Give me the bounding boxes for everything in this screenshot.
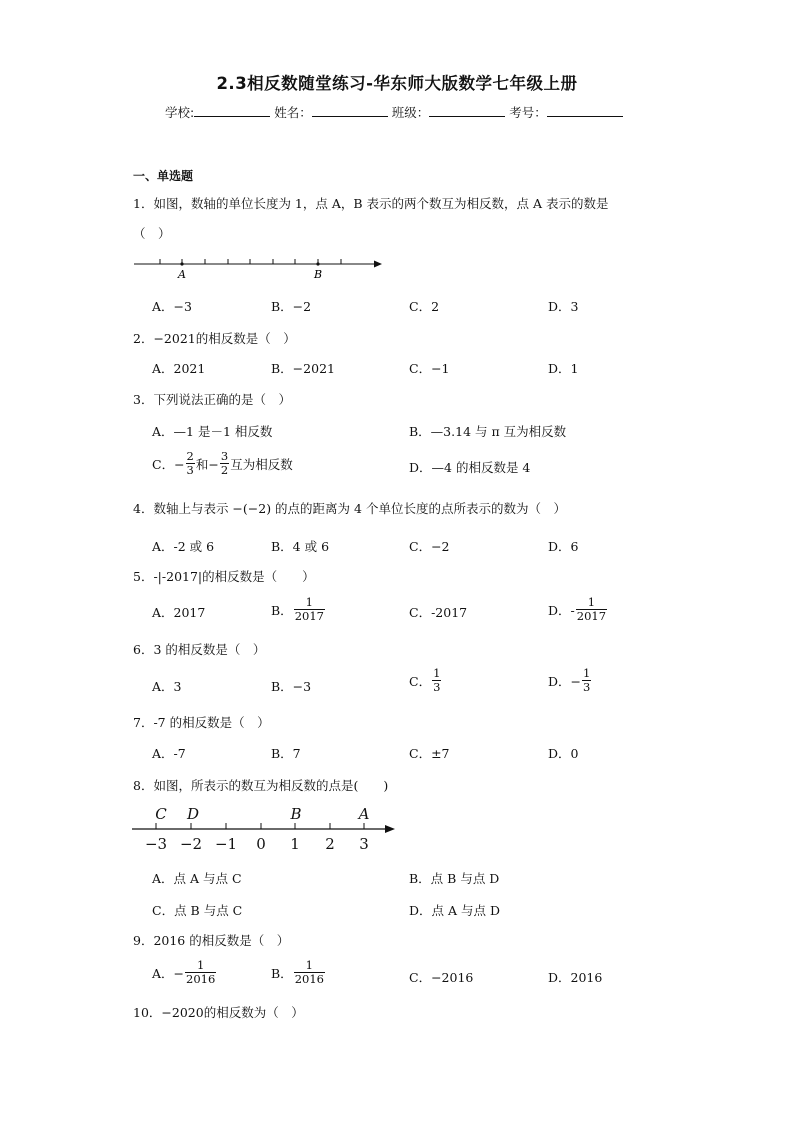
question-4-text: 4．数轴上与表示 −(−2) 的点的距离为 4 个单位长度的点所表示的数为（ ） bbox=[133, 501, 566, 516]
question-9-text: 9．2016 的相反数是（ ） bbox=[133, 933, 290, 948]
question-8-text: 8．如图，所表示的数互为相反数的点是( ) bbox=[133, 778, 389, 793]
tick-label: 3 bbox=[359, 835, 369, 853]
tick-label: −1 bbox=[214, 835, 238, 853]
q1-option-b[interactable]: B．−2 bbox=[271, 299, 312, 314]
axis-arrow bbox=[385, 825, 395, 833]
q9-option-a[interactable] bbox=[152, 959, 217, 986]
number-line-figure-8 bbox=[130, 800, 402, 856]
q6-c-prefix: C． bbox=[409, 673, 432, 689]
fraction-denominator: 2 bbox=[220, 463, 229, 477]
q5-b-prefix: B． bbox=[271, 602, 293, 618]
q3-c-prefix: C．− bbox=[152, 456, 185, 472]
q7-option-b[interactable]: B．7 bbox=[271, 746, 301, 761]
name-label: 姓名： bbox=[274, 105, 312, 120]
q9-option-c[interactable]: C．−2016 bbox=[409, 970, 474, 985]
q7-option-a[interactable]: A．-7 bbox=[152, 746, 186, 761]
q4-option-d[interactable]: D．6 bbox=[548, 539, 579, 554]
q5-option-d[interactable] bbox=[548, 596, 608, 623]
q1-option-a[interactable]: A．−3 bbox=[152, 299, 192, 314]
q8-option-a[interactable]: A．点 A 与点 C bbox=[152, 871, 242, 886]
number-label: 考号： bbox=[509, 105, 547, 120]
q5-option-c[interactable]: C．-2017 bbox=[409, 605, 468, 620]
q3-option-a[interactable]: A．—1 是－1 相反数 bbox=[152, 424, 273, 439]
fraction bbox=[432, 667, 441, 694]
fraction bbox=[576, 596, 607, 623]
q3-option-c[interactable] bbox=[152, 450, 293, 477]
axis-ticks bbox=[160, 259, 341, 264]
class-label: 班级： bbox=[391, 105, 430, 120]
fraction-numerator: 2 bbox=[186, 449, 194, 463]
q1-option-c[interactable]: C．2 bbox=[409, 299, 440, 314]
question-1-text: 1．如图，数轴的单位长度为 1，点 A，B 表示的两个数互为相反数，点 A 表示的数是 bbox=[133, 196, 609, 211]
q6-option-c[interactable] bbox=[409, 667, 442, 694]
fraction bbox=[220, 450, 229, 477]
tick-label: 1 bbox=[290, 835, 300, 853]
point-a-label: A bbox=[358, 805, 370, 823]
school-field[interactable] bbox=[194, 103, 270, 117]
fraction-numerator: 1 bbox=[583, 666, 591, 680]
q8-option-d[interactable]: D．点 A 与点 D bbox=[409, 903, 500, 918]
number-field[interactable] bbox=[547, 103, 623, 117]
fraction-numerator: 1 bbox=[196, 958, 205, 972]
q3-c-mid: 和− bbox=[195, 456, 219, 472]
q4-option-c[interactable]: C．−2 bbox=[409, 539, 450, 554]
tick-label: 0 bbox=[256, 835, 266, 853]
tick-label: −3 bbox=[144, 835, 168, 853]
fraction-denominator: 2017 bbox=[576, 609, 607, 623]
fraction-numerator: 1 bbox=[305, 958, 313, 972]
class-field[interactable] bbox=[429, 103, 505, 117]
q2-option-d[interactable]: D．1 bbox=[548, 361, 579, 376]
tick-label: −2 bbox=[179, 835, 203, 853]
point-c-label: C bbox=[155, 805, 167, 823]
q8-option-b[interactable]: B．点 B 与点 D bbox=[409, 871, 500, 886]
tick-label: 2 bbox=[325, 835, 335, 853]
student-info-row bbox=[165, 103, 623, 121]
question-2-text: 2．−2021的相反数是（ ） bbox=[133, 331, 296, 346]
axis-arrow bbox=[374, 261, 382, 268]
fraction-denominator: 3 bbox=[433, 680, 441, 694]
q2-option-a[interactable]: A．2021 bbox=[152, 361, 206, 376]
q1-option-d[interactable]: D．3 bbox=[548, 299, 579, 314]
number-line-figure-1 bbox=[130, 252, 390, 286]
q7-option-c[interactable]: C．±7 bbox=[409, 746, 450, 761]
q4-option-a[interactable]: A．-2 或 6 bbox=[152, 539, 215, 554]
point-d-label: D bbox=[186, 805, 200, 823]
fraction-numerator: 1 bbox=[587, 595, 596, 609]
question-1-text-line2: （ ） bbox=[133, 226, 171, 241]
q3-option-d[interactable]: D．—4 的相反数是 4 bbox=[409, 460, 531, 475]
fraction-denominator: 3 bbox=[186, 463, 194, 477]
q2-option-c[interactable]: C．−1 bbox=[409, 361, 450, 376]
fraction-numerator: 3 bbox=[220, 449, 229, 463]
point-b-label: B bbox=[313, 268, 323, 281]
question-5-text: 5．-|-2017|的相反数是（ ） bbox=[133, 569, 315, 584]
q6-option-b[interactable]: B．−3 bbox=[271, 679, 312, 694]
q5-d-prefix: D．- bbox=[548, 602, 575, 618]
fraction-denominator: 2016 bbox=[186, 972, 216, 986]
fraction bbox=[186, 450, 195, 477]
fraction-denominator: 3 bbox=[583, 680, 591, 694]
q6-option-a[interactable]: A．3 bbox=[152, 679, 182, 694]
question-7-text: 7．-7 的相反数是（ ） bbox=[133, 715, 270, 730]
fraction-denominator: 2016 bbox=[294, 972, 324, 986]
fraction-denominator: 2017 bbox=[294, 609, 324, 623]
q5-option-b[interactable] bbox=[271, 596, 326, 623]
question-6-text: 6．3 的相反数是（ ） bbox=[133, 642, 266, 657]
q4-option-b[interactable]: B．4 或 6 bbox=[271, 539, 330, 554]
q9-a-prefix: A．− bbox=[152, 965, 185, 981]
q2-option-b[interactable]: B．−2021 bbox=[271, 361, 335, 376]
point-b-dot bbox=[316, 262, 319, 265]
school-label: 学校: bbox=[165, 105, 195, 120]
point-a-label: A bbox=[178, 268, 186, 281]
fraction bbox=[294, 596, 325, 623]
question-10-text: 10．−2020的相反数为（ ） bbox=[133, 1005, 304, 1020]
q3-option-b[interactable]: B．—3.14 与 π 互为相反数 bbox=[409, 424, 567, 439]
q9-option-b[interactable] bbox=[271, 959, 326, 986]
q6-d-prefix: D．− bbox=[548, 673, 581, 689]
section-title: 一、单选题 bbox=[133, 169, 194, 183]
q3-c-suffix: 互为相反数 bbox=[230, 456, 293, 472]
page-title: 2.3相反数随堂练习-华东师大版数学七年级上册 bbox=[216, 74, 578, 93]
fraction bbox=[582, 667, 591, 694]
fraction-numerator: 1 bbox=[433, 666, 441, 680]
q8-option-c[interactable]: C．点 B 与点 C bbox=[152, 903, 243, 918]
q9-option-d[interactable]: D．2016 bbox=[548, 970, 603, 985]
axis-ticks bbox=[156, 823, 364, 829]
point-b-label: B bbox=[290, 805, 302, 823]
question-3-text: 3．下列说法正确的是（ ） bbox=[133, 392, 291, 407]
fraction bbox=[185, 959, 216, 986]
point-a-dot bbox=[180, 262, 183, 265]
q6-option-d[interactable] bbox=[548, 667, 592, 694]
q9-b-prefix: B． bbox=[271, 965, 293, 981]
q7-option-d[interactable]: D．0 bbox=[548, 746, 579, 761]
fraction-numerator: 1 bbox=[305, 595, 313, 609]
fraction bbox=[294, 959, 325, 986]
q5-option-a[interactable]: A．2017 bbox=[152, 605, 206, 620]
name-field[interactable] bbox=[312, 103, 388, 117]
